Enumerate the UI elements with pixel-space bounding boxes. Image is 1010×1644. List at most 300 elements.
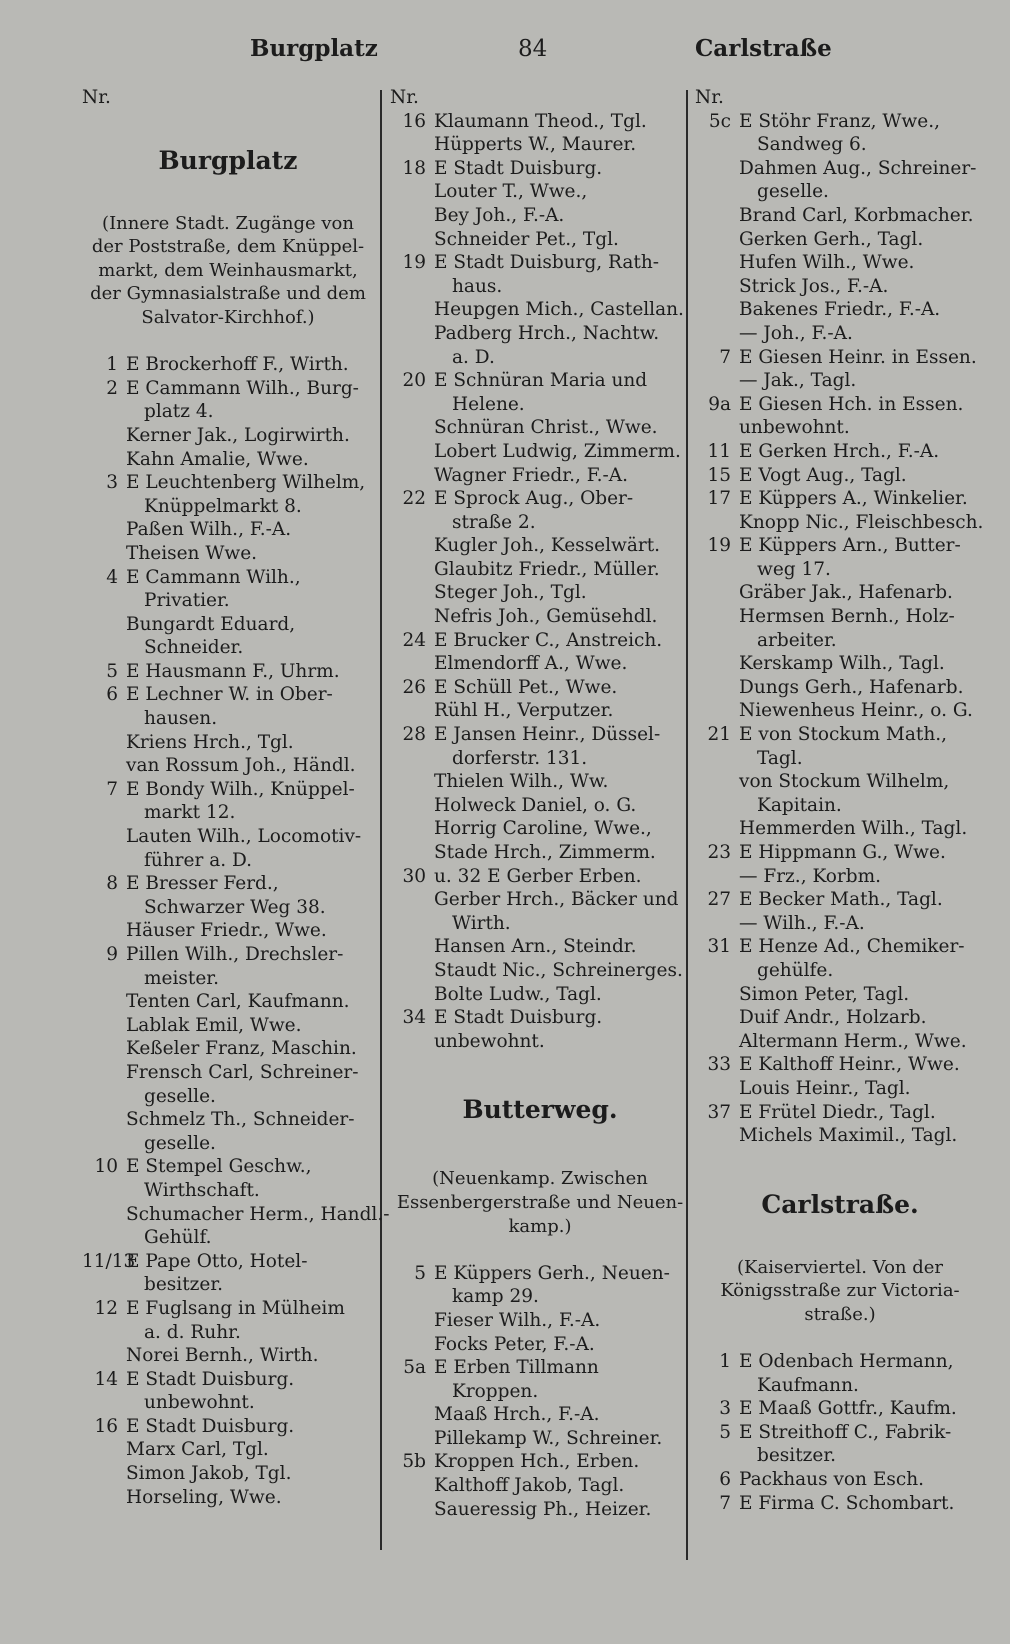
- entry-text: E Kalthoff Heinr., Wwe.: [739, 1054, 960, 1076]
- directory-entry: [695, 935, 985, 959]
- entry-text: E Fuglsang in Mülheim: [126, 1297, 345, 1319]
- entry-text: meister.: [144, 967, 219, 989]
- house-number: 9a: [708, 393, 731, 415]
- entry-text: Niewenheus Heinr., o. G.: [739, 700, 973, 722]
- directory-entry: [695, 275, 985, 299]
- house-number: 5a: [403, 1357, 426, 1379]
- directory-entry: [82, 542, 374, 566]
- house-number: 1: [106, 354, 118, 376]
- house-number: 34: [402, 1007, 426, 1029]
- entry-text: Paßen Wilh., F.-A.: [126, 519, 292, 541]
- directory-entry: [82, 471, 374, 495]
- entry-text: Schneider Pet., Tgl.: [434, 228, 619, 250]
- entry-text: E Firma C. Schombart.: [739, 1492, 955, 1514]
- directory-entry: [82, 1226, 374, 1250]
- house-number: 5: [414, 1262, 426, 1284]
- entry-text: E Odenbach Hermann,: [739, 1351, 954, 1373]
- entry-text: Knüppelmarkt 8.: [144, 495, 302, 517]
- directory-entry: [695, 676, 985, 700]
- directory-entry: [390, 723, 690, 747]
- directory-entry: [82, 377, 374, 401]
- directory-entry: [390, 841, 690, 865]
- entry-text: — Wilh., F.-A.: [739, 912, 865, 934]
- directory-entry: [82, 1273, 374, 1297]
- directory-entry: [390, 511, 690, 535]
- entry-text: Gerken Gerh., Tagl.: [739, 228, 924, 250]
- column-3: [695, 86, 985, 1515]
- entry-text: platz 4.: [144, 401, 214, 423]
- entry-text: Kahn Amalie, Wwe.: [126, 448, 309, 470]
- directory-entry: [82, 943, 374, 967]
- directory-entry: [390, 393, 690, 417]
- entry-text: E Schüll Pet., Wwe.: [434, 676, 618, 698]
- entry-text: E Stadt Duisburg.: [126, 1415, 295, 1437]
- column-rule-1: [380, 90, 382, 1550]
- entry-text: E von Stockum Math.,: [739, 724, 948, 746]
- directory-entry: [390, 1356, 690, 1380]
- entries-burgplatz-cont: [390, 110, 690, 1054]
- directory-entry: [695, 416, 985, 440]
- house-number: 7: [106, 778, 118, 800]
- street-title-carlstrasse: Carlstraße.: [761, 1189, 919, 1219]
- house-number: 11: [707, 440, 731, 462]
- entry-text: van Rossum Joh., Händl.: [126, 755, 356, 777]
- house-number: 20: [402, 370, 426, 392]
- house-number: 9: [106, 944, 118, 965]
- entry-text: E Stadt Duisburg.: [126, 1368, 295, 1390]
- entry-text: E Stadt Duisburg.: [434, 1007, 603, 1029]
- entry-text: — Joh., F.-A.: [739, 322, 853, 344]
- directory-entry: [390, 180, 690, 204]
- house-number: 10: [94, 1156, 118, 1178]
- entry-text: E Brockerhoff F., Wirth.: [126, 354, 349, 376]
- house-number: 5: [106, 660, 118, 682]
- directory-entry: [82, 1486, 374, 1510]
- nr-label: Nr.: [390, 87, 419, 108]
- house-number: 4: [106, 566, 118, 588]
- entry-text: Stade Hrch., Zimmerm.: [434, 842, 656, 863]
- entry-text: E Frütel Diedr., Tagl.: [739, 1101, 936, 1123]
- entry-text: Steger Joh., Tgl.: [434, 582, 587, 604]
- directory-entry: [82, 1014, 374, 1038]
- entry-text: E Giesen Hch. in Essen.: [739, 393, 964, 415]
- directory-entry: [82, 424, 374, 448]
- entry-text: Tagl.: [757, 747, 803, 769]
- entry-text: Schnüran Christ., Wwe.: [434, 417, 658, 439]
- directory-entry: [695, 1030, 985, 1054]
- column-1: [82, 86, 390, 1509]
- directory-entry: [695, 251, 985, 275]
- entry-text: E Schnüran Maria und: [434, 370, 648, 392]
- entry-text: Simon Jakob, Tgl.: [126, 1463, 292, 1485]
- house-number: 24: [402, 629, 426, 651]
- directory-entry: [390, 322, 690, 346]
- directory-entry: [695, 180, 985, 204]
- directory-entry: [695, 1124, 985, 1148]
- directory-entry: [390, 204, 690, 228]
- directory-entry: [390, 369, 690, 393]
- entry-text: Holweck Daniel, o. G.: [434, 794, 637, 816]
- entry-text: E Lechner W. in Ober-: [126, 684, 333, 706]
- house-number: 12: [94, 1297, 118, 1319]
- entry-text: E Stadt Duisburg, Rath-: [434, 252, 660, 274]
- directory-entry: [695, 1444, 985, 1468]
- house-number: 14: [94, 1368, 118, 1390]
- directory-entry: [390, 652, 690, 676]
- entry-text: Louter T., Wwe.,: [434, 181, 588, 203]
- entries-butterweg: [390, 1262, 690, 1522]
- entry-text: Keßeler Franz, Maschin.: [126, 1038, 357, 1060]
- entry-text: Nefris Joh., Gemüsehdl.: [434, 606, 658, 628]
- directory-entry: [82, 872, 374, 896]
- directory-entry: [82, 1438, 374, 1462]
- entry-text: unbewohnt.: [739, 417, 850, 439]
- directory-entry: [695, 133, 985, 157]
- entry-text: Privatier.: [144, 590, 230, 612]
- directory-entry: [390, 110, 690, 134]
- entry-text: Heupgen Mich., Castellan.: [434, 299, 684, 321]
- entry-text: gehülfe.: [757, 959, 834, 981]
- entry-text: E Küppers A., Winkelier.: [739, 488, 968, 510]
- directory-entry: [695, 629, 985, 653]
- directory-entry: [390, 1285, 690, 1309]
- directory-entry: [82, 613, 374, 637]
- house-number: 3: [719, 1398, 731, 1420]
- entry-text: Wirthschaft.: [144, 1179, 260, 1201]
- entry-text: E Pape Otto, Hotel-: [126, 1250, 308, 1272]
- directory-entry: [390, 1498, 690, 1522]
- entry-text: E Jansen Heinr., Düssel-: [434, 724, 661, 746]
- directory-entry: [695, 157, 985, 181]
- entry-text: E Küppers Gerh., Neuen-: [434, 1262, 670, 1284]
- entry-text: E Becker Math., Tagl.: [739, 889, 943, 911]
- description-line: der Poststraße, dem Knüppel-: [91, 236, 365, 258]
- directory-entry: [390, 1030, 690, 1054]
- directory-entry: [82, 707, 374, 731]
- entry-text: E Cammann Wilh.,: [126, 566, 301, 588]
- entry-text: Schmelz Th., Schneider-: [126, 1109, 355, 1131]
- directory-entry: [695, 1101, 985, 1125]
- description-line: (Neuenkamp. Zwischen: [432, 1168, 648, 1190]
- directory-entry: [695, 1421, 985, 1445]
- house-number: 28: [402, 724, 426, 746]
- directory-entry: [695, 723, 985, 747]
- entries-carlstrasse: [695, 1350, 985, 1515]
- directory-entry: [390, 1006, 690, 1030]
- directory-entry: [82, 731, 374, 755]
- directory-entry: [82, 1203, 390, 1227]
- directory-entry: [390, 534, 690, 558]
- entry-text: Focks Peter, F.-A.: [434, 1333, 595, 1355]
- house-number: 26: [402, 676, 426, 698]
- directory-entry: [390, 983, 690, 1007]
- directory-entry: [695, 699, 985, 723]
- house-number: 1: [719, 1351, 731, 1373]
- directory-entry: [82, 1250, 374, 1274]
- house-number: 5b: [402, 1451, 426, 1473]
- directory-entry: [695, 534, 985, 558]
- entry-text: E Maaß Gottfr., Kaufm.: [739, 1398, 957, 1420]
- entry-text: Häuser Friedr., Wwe.: [126, 920, 327, 942]
- entry-text: Sandweg 6.: [757, 134, 867, 156]
- running-head-right: Carlstraße: [695, 35, 832, 62]
- directory-entry: [695, 440, 985, 464]
- directory-entry: [82, 1132, 374, 1156]
- directory-entry: [82, 1108, 374, 1132]
- directory-entry: [82, 1297, 374, 1321]
- entry-text: arbeiter.: [757, 629, 837, 651]
- entry-text: Kugler Joh., Kesselwärt.: [434, 535, 661, 557]
- entry-text: a. D.: [452, 346, 495, 368]
- directory-entry: [82, 660, 374, 684]
- entry-text: Dungs Gerh., Hafenarb.: [739, 676, 964, 698]
- entry-text: Pillekamp W., Schreiner.: [434, 1427, 663, 1449]
- directory-entry: [695, 346, 985, 370]
- entry-text: Louis Heinr., Tagl.: [739, 1077, 911, 1099]
- description-line: Salvator-Kirchhof.): [141, 306, 315, 328]
- entry-text: Hüpperts W., Maurer.: [434, 134, 637, 156]
- entry-text: Horrig Caroline, Wwe.,: [434, 818, 652, 840]
- directory-entry: [82, 1321, 374, 1345]
- directory-entry: [82, 990, 374, 1014]
- directory-entry: [82, 1037, 374, 1061]
- directory-entry: [82, 353, 374, 377]
- entry-text: weg 17.: [757, 558, 831, 580]
- entry-text: Saueressig Ph., Heizer.: [434, 1498, 652, 1520]
- directory-entry: [695, 652, 985, 676]
- entry-text: Helene.: [452, 393, 525, 415]
- directory-entry: [695, 322, 985, 346]
- directory-entry: [390, 1474, 690, 1498]
- directory-entry: [82, 849, 374, 873]
- directory-entry: [695, 581, 985, 605]
- entry-text: Schneider.: [144, 637, 244, 659]
- description-line: (Innere Stadt. Zugänge von: [102, 212, 354, 234]
- directory-entry: [695, 298, 985, 322]
- directory-entry: [82, 1179, 374, 1203]
- entry-text: E Küppers Arn., Butter-: [739, 535, 961, 557]
- directory-entry: [695, 605, 985, 629]
- entry-text: E Stadt Duisburg.: [434, 157, 603, 179]
- entry-text: E Cammann Wilh., Burg-: [126, 377, 359, 399]
- directory-entry: [695, 487, 985, 511]
- house-number: 7: [719, 346, 731, 368]
- directory-entry: [82, 1155, 374, 1179]
- house-number: 5: [719, 1421, 731, 1443]
- entry-text: Pillen Wilh., Drechsler-: [126, 944, 344, 965]
- entry-text: Kalthoff Jakob, Tagl.: [434, 1475, 625, 1497]
- directory-entry: [390, 133, 690, 157]
- entry-text: Duif Andr., Holzarb.: [739, 1007, 927, 1029]
- entry-text: Altermann Herm., Wwe.: [739, 1030, 967, 1052]
- house-number: 27: [707, 889, 731, 911]
- directory-entry: [82, 636, 374, 660]
- directory-entry: [390, 865, 690, 889]
- directory-entry: [695, 369, 985, 393]
- entry-text: a. d. Ruhr.: [144, 1321, 241, 1343]
- entry-text: geselle.: [144, 1132, 216, 1154]
- entry-text: E Stöhr Franz, Wwe.,: [739, 110, 940, 132]
- directory-entry: [390, 888, 690, 912]
- directory-entry: [695, 464, 985, 488]
- entry-text: Norei Bernh., Wirth.: [126, 1345, 319, 1367]
- entry-text: E Sprock Aug., Ober-: [434, 488, 634, 510]
- entry-text: E Hausmann F., Uhrm.: [126, 660, 340, 682]
- directory-entry: [390, 1403, 690, 1427]
- entry-text: Elmendorff A., Wwe.: [434, 653, 628, 675]
- entry-text: kamp 29.: [452, 1286, 539, 1308]
- entry-text: Klaumann Theod., Tgl.: [434, 110, 647, 132]
- house-number: 31: [707, 936, 731, 958]
- directory-entry: [82, 566, 374, 590]
- directory-entry: [695, 959, 985, 983]
- directory-entry: [695, 817, 985, 841]
- directory-entry: [390, 676, 690, 700]
- house-number: 11/13: [82, 1250, 136, 1272]
- directory-entry: [695, 228, 985, 252]
- street-desc-carlstrasse: [695, 1256, 985, 1327]
- directory-entry: [390, 464, 690, 488]
- entry-text: Wirth.: [452, 912, 511, 934]
- directory-entry: [695, 393, 985, 417]
- entry-text: Michels Maximil., Tagl.: [739, 1125, 958, 1147]
- house-number: 30: [402, 865, 426, 887]
- directory-entry: [82, 754, 374, 778]
- entry-text: E Bresser Ferd.,: [126, 873, 279, 895]
- entry-text: Hufen Wilh., Wwe.: [739, 252, 915, 274]
- directory-entry: [390, 1333, 690, 1357]
- entry-text: E Brucker C., Anstreich.: [434, 629, 663, 651]
- entry-text: Fieser Wilh., F.-A.: [434, 1309, 601, 1331]
- directory-entry: [390, 629, 690, 653]
- directory-entry: [82, 400, 374, 424]
- nr-label: Nr.: [82, 87, 111, 108]
- directory-entry: [390, 581, 690, 605]
- directory-entry: [695, 1077, 985, 1101]
- street-title-burgplatz: Burgplatz: [158, 145, 298, 175]
- directory-entry: [390, 298, 690, 322]
- entry-text: Simon Peter, Tagl.: [739, 983, 910, 1005]
- directory-entry: [82, 1462, 374, 1486]
- description-line: der Gymnasialstraße und dem: [90, 283, 366, 305]
- directory-entry: [390, 1262, 690, 1286]
- entry-text: Staudt Nic., Schreinerges.: [434, 959, 683, 981]
- entry-text: unbewohnt.: [434, 1030, 545, 1052]
- directory-entry: [82, 1344, 374, 1368]
- entry-text: Maaß Hrch., F.-A.: [434, 1404, 600, 1426]
- entry-text: unbewohnt.: [144, 1392, 255, 1414]
- description-line: straße.): [804, 1303, 876, 1325]
- directory-entry: [390, 558, 690, 582]
- entry-text: Kerskamp Wilh., Tagl.: [739, 653, 945, 675]
- entry-text: E Giesen Heinr. in Essen.: [739, 346, 977, 368]
- house-number: 8: [106, 873, 118, 895]
- directory-entry: [695, 110, 985, 134]
- entry-text: Bolte Ludw., Tagl.: [434, 983, 602, 1005]
- entry-text: E Leuchtenberg Wilhelm,: [126, 472, 366, 494]
- entry-text: straße 2.: [452, 511, 536, 533]
- directory-entry: [390, 440, 690, 464]
- entry-text: Gehülf.: [144, 1227, 212, 1249]
- entry-text: E Gerken Hrch., F.-A.: [739, 440, 940, 462]
- entry-text: Schwarzer Weg 38.: [144, 896, 326, 918]
- house-number: 17: [707, 488, 731, 510]
- directory-entry: [695, 888, 985, 912]
- page-number: 84: [518, 36, 548, 62]
- directory-entry: [695, 841, 985, 865]
- description-line: Königsstraße zur Victoria-: [720, 1280, 960, 1302]
- entry-text: Kroppen.: [452, 1380, 539, 1402]
- entry-text: Padberg Hrch., Nachtw.: [434, 322, 660, 344]
- directory-entry: [82, 589, 374, 613]
- entry-text: Schumacher Herm., Handl.-: [126, 1203, 390, 1225]
- entry-text: hausen.: [144, 708, 218, 730]
- directory-entry: [695, 558, 985, 582]
- house-number: 5c: [708, 110, 731, 132]
- entry-text: Tenten Carl, Kaufmann.: [126, 991, 350, 1013]
- directory-entry: [390, 1427, 690, 1451]
- entry-text: dorferstr. 131.: [452, 747, 588, 769]
- entry-text: von Stockum Wilhelm,: [739, 771, 950, 793]
- directory-entry: [390, 817, 690, 841]
- entry-text: E Hippmann G., Wwe.: [739, 842, 946, 863]
- directory-entry: [695, 912, 985, 936]
- entry-text: E Erben Tillmann: [434, 1357, 599, 1379]
- house-number: 19: [707, 535, 731, 557]
- entry-text: E Bondy Wilh., Knüppel-: [126, 778, 355, 800]
- house-number: 7: [719, 1492, 731, 1514]
- street-desc-butterweg: [390, 1167, 690, 1238]
- entry-text: Bungardt Eduard,: [126, 613, 296, 635]
- directory-entry: [390, 1309, 690, 1333]
- directory-entry: [82, 495, 374, 519]
- entry-text: besitzer.: [144, 1274, 224, 1296]
- house-number: 19: [402, 252, 426, 274]
- directory-entry: [390, 912, 690, 936]
- directory-entry: [390, 157, 690, 181]
- entry-text: Wagner Friedr., F.-A.: [434, 464, 629, 486]
- entry-text: Knopp Nic., Fleischbesch.: [739, 511, 984, 533]
- entry-text: Bey Joh., F.-A.: [434, 204, 565, 226]
- house-number: 2: [106, 377, 118, 399]
- directory-entry: [695, 770, 985, 794]
- directory-entry: [390, 251, 690, 275]
- house-number: 33: [707, 1054, 731, 1076]
- directory-entry: [695, 1053, 985, 1077]
- description-line: kamp.): [508, 1215, 572, 1237]
- directory-entry: [390, 275, 690, 299]
- directory-entry: [695, 794, 985, 818]
- entry-text: Thielen Wilh., Ww.: [434, 771, 609, 793]
- directory-entry: [82, 1061, 374, 1085]
- entry-text: E Streithoff C., Fabrik-: [739, 1421, 952, 1443]
- directory-entry: [695, 865, 985, 889]
- entry-text: — Jak., Tagl.: [739, 370, 857, 392]
- house-number: 23: [707, 842, 731, 863]
- house-number: 6: [106, 684, 118, 706]
- directory-entry: [390, 935, 690, 959]
- entry-text: Gräber Jak., Hafenarb.: [739, 582, 953, 604]
- directory-entry: [695, 204, 985, 228]
- directory-entry: [82, 778, 374, 802]
- directory-entry: [82, 825, 374, 849]
- directory-entry: [390, 228, 690, 252]
- entry-text: markt 12.: [144, 802, 236, 824]
- house-number: 3: [106, 472, 118, 494]
- house-number: 15: [707, 464, 731, 486]
- directory-entry: [82, 683, 374, 707]
- directory-entry: [695, 1468, 985, 1492]
